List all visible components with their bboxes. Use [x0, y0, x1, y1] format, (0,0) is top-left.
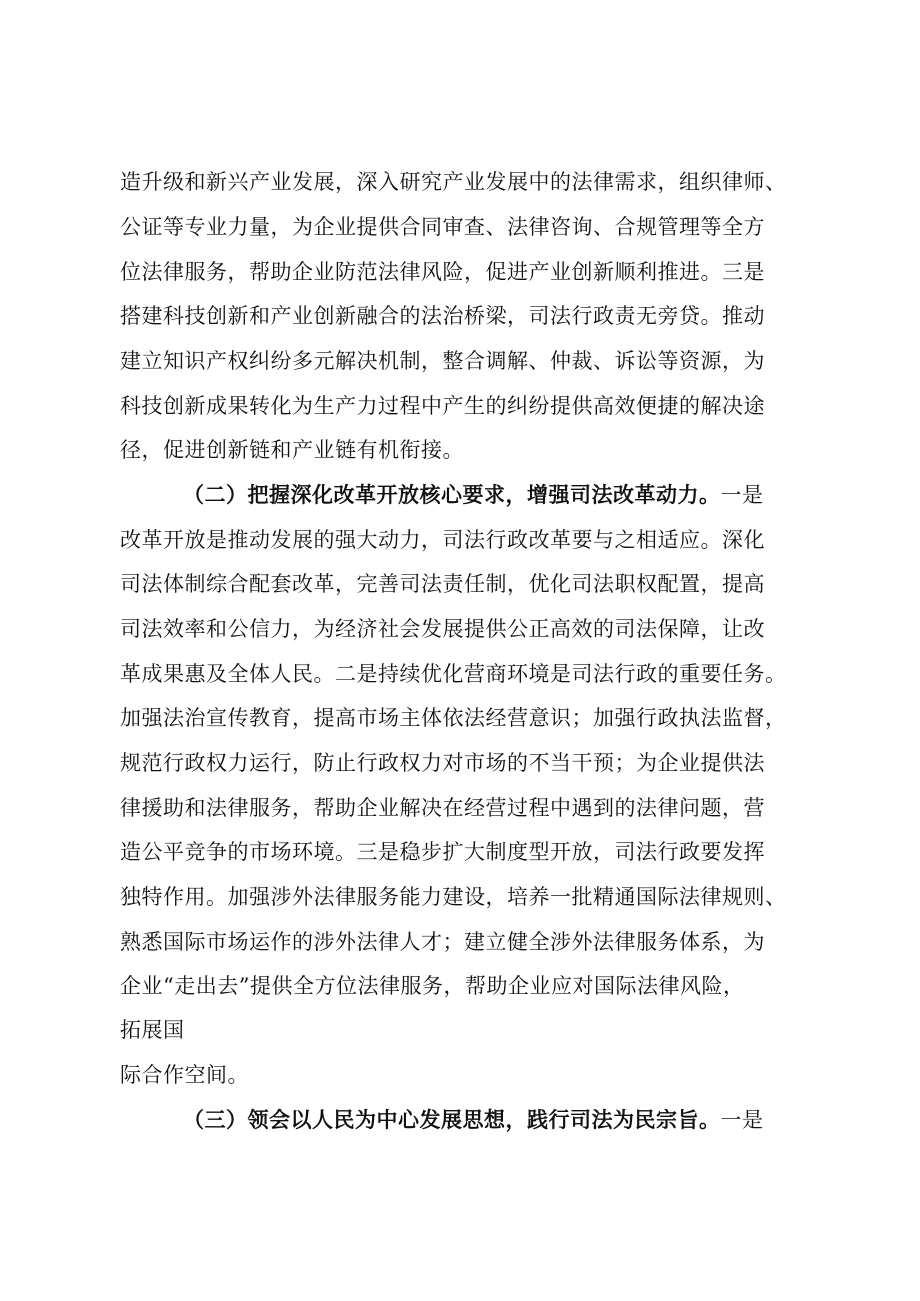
body-line: 独特作用。加强涉外法律服务能力建设，培养一批精通国际法律规则、: [120, 885, 787, 909]
body-line: 革成果惠及全体人民。二是持续优化营商环境是司法行政的重要任务。: [120, 662, 787, 686]
body-line: 规范行政权力运行，防止行政权力对市场的不当干预；为企业提供法: [120, 751, 765, 775]
body-line: 位法律服务，帮助企业防范法律风险，促进产业创新顺利推进。三是: [120, 260, 765, 284]
section-heading: （二）把握深化改革开放核心要求，增强司法改革动力。: [183, 482, 721, 507]
body-line: 司法效率和公信力，为经济社会发展提供公正高效的司法保障，让改: [120, 617, 765, 641]
body-line: 建立知识产权纠纷多元解决机制，整合调解、仲裁、诉讼等资源，为: [120, 349, 765, 373]
body-line: 加强法治宣传教育，提高市场主体依法经营意识；加强行政执法监督，: [120, 706, 787, 730]
body-line: 拓展国: [120, 1018, 185, 1042]
body-line: 科技创新成果转化为生产力过程中产生的纠纷提供高效便捷的解决途: [120, 394, 765, 418]
body-line: 径，促进创新链和产业链有机衔接。: [120, 438, 464, 462]
section-heading-line: [183, 483, 764, 507]
body-line: 司法体制综合配套改革，完善司法责任制，优化司法职权配置，提高: [120, 572, 765, 596]
section-heading-line: [183, 1108, 764, 1132]
body-line: 熟悉国际市场运作的涉外法律人才；建立健全涉外法律服务体系，为: [120, 930, 765, 954]
body-line: 搭建科技创新和产业创新融合的法治桥梁，司法行政责无旁贷。推动: [120, 304, 765, 328]
body-line: 造公平竞争的市场环境。三是稳步扩大制度型开放，司法行政要发挥: [120, 840, 765, 864]
heading-continuation: 一是: [720, 1108, 764, 1132]
body-line: 企业“走出去”提供全方位法律服务，帮助企业应对国际法律风险，: [120, 974, 745, 998]
body-line: 律援助和法律服务，帮助企业解决在经营过程中遇到的法律问题，营: [120, 796, 765, 820]
body-line: 际合作空间。: [120, 1063, 249, 1087]
body-line: 公证等专业力量，为企业提供合同审查、法律咨询、合规管理等全方: [120, 215, 765, 239]
body-line: 改革开放是推动发展的强大动力，司法行政改革要与之相适应。深化: [120, 528, 765, 552]
section-heading: （三）领会以人民为中心发展思想，践行司法为民宗旨。: [183, 1107, 721, 1132]
heading-continuation: 一是: [720, 483, 764, 507]
body-line: 造升级和新兴产业发展，深入研究产业发展中的法律需求，组织律师、: [120, 170, 787, 194]
